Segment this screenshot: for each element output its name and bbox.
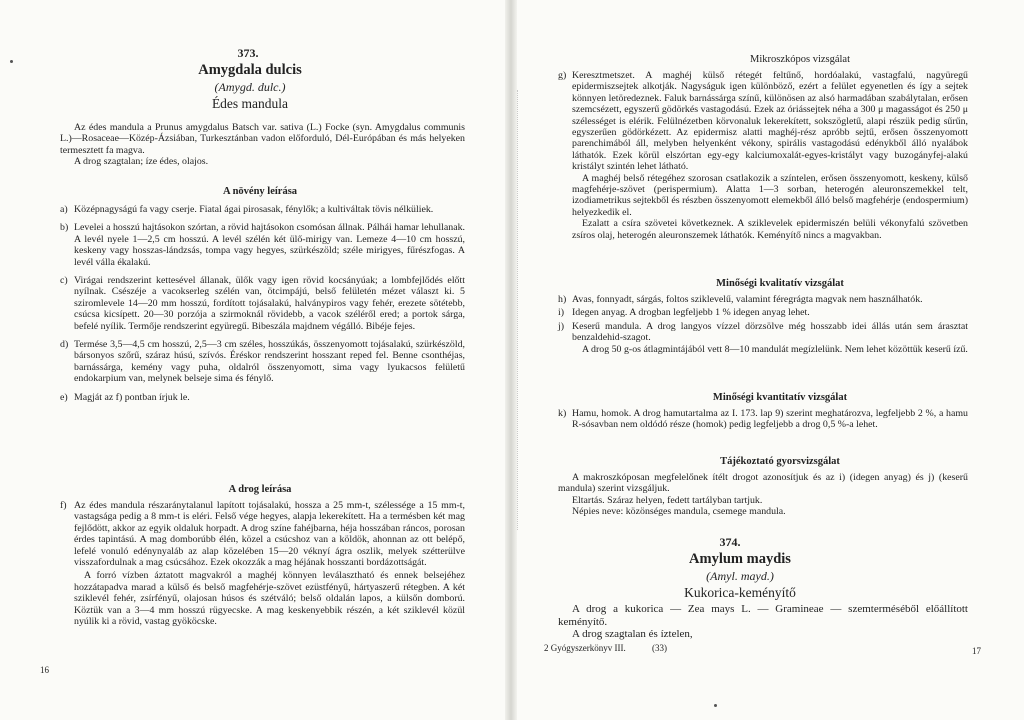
list-item: A forró vízben áztatott magvakról a maghéj könnyen leválasztható és ennek belsejéhez hozzátapadva marad a külső és belső magfehérje-szövet ezüstfényű, hártyaszerű rétegben. A két sziklevél fehér, zsírfényű, olajosan húsos és szétváló; belső oldalán lapos, a külsőn domború. Köztük van a 3—4 mm hosszú rügyecske. A mag keskenyebbik részén, a két sziklevél közül nyúlik ki a rövid, vastag gyököcske. [74,570,465,628]
quality-items [558,294,968,355]
quick-heading: Tájékoztató gyorsvizsgálat [720,456,840,467]
drug-items [60,500,465,627]
quick-text: A makroszkóposan megfelelőnek ítélt drogot azonosítjuk és az i) (idegen anyag) és j) (keserű mandula) szerint vizsgáljuk. [558,472,968,495]
list-item: f) Az édes mandula részaránytalanul lapított tojásalakú, hossza a 25 mm-t, szélessége a 15 mm-t, vastagsága pedig a 8 mm-t is eléri. Felső vége hegyes, alapja lekerekített. Ha a termésben két mag fejlődött, akkor az egyik oldaluk horpadt. A drog színe fahéjbarna, héja hosszában ráncos, porosan érdes tapintású. A mag domborúbb élén, közel a csúcshoz van a köldök, ahonnan az ott belépő, lefelé vonuló edénynyaláb az alap közelében 15—20 véknyí ágra oszlik, melyek szétterülve visszafordulnak a mag csúcsához. Ezek okozzák a mag héjának hosszanti bordázottságát. [60,500,465,569]
next-hungarian-name: Kukorica-keményítő [684,585,796,600]
next-intro-paragraph: A drog a kukorica — Zea mays L. — Gramineae — szemterméséből előállított keményítő. [558,603,968,628]
plant-items [60,204,465,403]
popular-name-text: Népies neve: közönséges mandula, csemege mandula. [572,506,786,518]
footer-signature: 2 Gyógyszerkönyv III. [544,643,626,653]
page-number: 17 [972,646,981,656]
list-item: j) Keserű mandula. A drog langyos vízzel dörzsölve még hosszabb idei állás után sem árasztat benzaldehid-szagot. [558,320,968,344]
next-intro [558,603,968,641]
next-monograph-title: Amylum maydis [689,551,791,567]
list-item: c) Virágai rendszerint kettesével állanak, ülők vagy igen rövid kocsányúak; a lombfejlődés előtt nyílnak. Csészéje a vacokserleg szélén van, ötcimpájú, belső felületén mézet választ ki. 5 sziromlevele 14—20 mm hosszú, fordított tojásalakú, halványpiros vagy fehér, erezete sötétebb, csúcsa kicsípett. 20—30 porzója a szirmoknál rövidebb, a vacok széléről ered; a portok sárga, befelé nyílik. Termője rendszerint együregű. Bibeszála majdnem végálló. Bibéje fejes. [60,275,465,332]
running-head: Mikroszkópos vizsgálat [749,54,851,65]
latin-abbrev: (Amygd. dulc.) [214,80,286,94]
list-item: h) Avas, fonnyadt, sárgás, foltos sziklevelű, valamint féregrágta magvak nem használhatók. [558,294,923,305]
next-monograph-number: 374. [719,535,741,549]
list-item: g) Keresztmetszet. A maghéj külső rétegét feltűnő, hordóalakú, vastagfalú, nagyüregű epidermiszsejtek alkotják. Nagyságuk igen különböző, ezért a felület egyenetlen és így a sejtek könnyen letöredeznek. Faluk barnássárga színű, különösen az alsó harmadában szabálytalan, erősen szemcsézett, egyszerű gödörkés vastagodású. Ezek az óriássejtek néha a 300 μ magasságot és 250 μ szélességet is elérik. Felülnézetben körvonaluk lekerekített, sokszögletű, alapi részük pedig sűrűn, egyszerűen gödörkézett. Az epidermisz alatti maghéj-rész apróbb sejtű, erősen összenyomott parenchimából áll, melyben helyenként vékony, spirális vastagodású edénykből álló nyalábok láthatók. Ezek körül elszórtan egy-egy kalciumoxalát-egyes-kristályt vagy buzogányfej-alakú kristályt szintén lehet látható. [558,70,968,173]
list-item: a) Középnagyságú fa vagy cserje. Fiatal ágai pirosasak, fénylők; a kultiváltak tövis nélküliek. [60,204,434,215]
intro-block [60,122,465,168]
list-item: A drog 50 g-os átlagmintájából vett 8—10 mandulát megízlelünk. Nem lehet közöttük keserű ízű. [582,343,968,355]
micro-items [558,70,968,241]
quick-block [558,472,968,518]
plant-heading: A növény leírása [222,186,298,197]
list-item: d) Termése 3,5—4,5 cm hosszú, 2,5—3 cm széles, hosszúkás, összenyomott tojásalakú, szürkészöld, bársonyos szőrű, száraz húsú, szívós. Éréskor rendszerint hosszant reped fel. Benne csonthéjas, barnássárga, kemény vagy puha, oldalról összenyomott, sima vagy lyukacsos felületű endokarpium van, melynek belseje sima és fénylő. [60,339,465,385]
list-item: i) Idegen anyag. A drogban legfeljebb 1 % idegen anyag lehet. [558,307,810,319]
monograph-title: Amygdala dulcis [198,62,302,78]
drug-heading: A drog leírása [228,484,292,495]
next-latin-abbrev: (Amyl. mayd.) [706,569,774,583]
list-item: Ezalatt a csíra szövetei következnek. A sziklevelek epidermiszén belüli vékonyfalú szövetben zsíros olaj, heterogén aleuronszemek láthatók. Keményítő nincs a magvakban. [572,218,968,241]
list-item: k) Hamu, homok. A drog hamutartalma az I. 173. lap 9) szerint meghatározva, legfeljebb 2 %, a hamu R-sósavban nem oldódó része (homok) pedig legfeljebb a drog 0,5 %-a lehet. [558,408,968,431]
list-item: b) Levelei a hosszú hajtásokon szórtan, a rövid hajtásokon csomósan állnak. Pálhái hamar lehullanak. A levél nyele 1—2,5 cm hosszú. A levél szélén két ülő-mirigy van. Lemeze 4—10 cm hosszú, keskeny vagy hosszas-lándzsás, tompa vagy hegyes, szürkészöld; széle mirigyes, fűrészfogas. A levél vállа ékalakú. [60,222,465,268]
list-item: A maghéj belső rétegéhez szorosan csatlakozik a színtelen, erősen összenyomott, keskeny, külső magfehérje-szövet (perispermium). Alatta 1—3 sorban, heterogén aleuronszemekkel telt, izodiametrikus sejtekből és részben összenyomott elemekből álló belső magfehérje (endospermium) helyezkedik el. [572,172,968,218]
list-item: e) Magját az f) pontban írjuk le. [60,391,190,403]
page-number: 16 [40,665,49,675]
scan-speck [10,60,13,63]
next-intro-paragraph: A drog szagtalan és íztelen, [572,628,693,640]
footer-sheet-mark: (33) [652,643,667,653]
storage-text: Eltartás. Száraz helyen, fedett tartályban tartjuk. [572,494,763,506]
monograph-number: 373. [237,46,259,60]
quant-heading: Minőségi kvantitatív vizsgálat [712,392,848,403]
quality-heading: Minőségi kvalitatív vizsgálat [716,278,844,289]
right-page [510,0,1024,720]
hungarian-name: Édes mandula [211,96,289,111]
intro-paragraph: A drog szagtalan; íze édes, olajos. [74,156,209,168]
quant-items [558,408,968,431]
left-page [0,0,510,720]
intro-paragraph: Az édes mandula a Prunus amygdalus Batsch var. sativa (L.) Focke (syn. Amygdalus communis L.)—Rosaceae—Közép-Ázsiában, Turkesztánban vadon előforduló, Dél-Európában és más helyeken termesztett fa magva. [60,122,465,156]
